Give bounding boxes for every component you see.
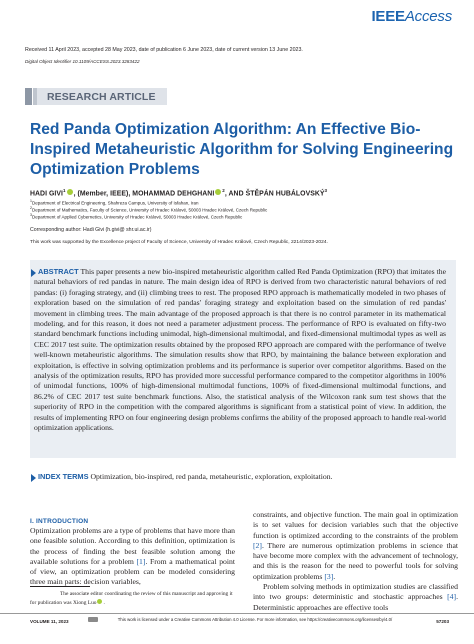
intro-text: .: [333, 571, 336, 581]
intro-text: constraints, and objective function. The main goal in optimization is to set values for decision variables such that the objective function is optimized according to the constraints of the problem: [253, 510, 458, 540]
abstract-heading: ABSTRACT: [38, 267, 79, 276]
index-terms-text: Optimization, bio-inspired, red panda, metaheuristic, exploration, exploitation.: [90, 472, 333, 481]
page-number: 57203: [436, 619, 449, 624]
intro-text: Problem solving methods in optimization studies are classified into two groups: deterministic and stochastic approaches: [253, 582, 458, 602]
intro-text: . From a mathematical point of view, an optimization problem can be modeled considering three main parts: decision variables,: [30, 556, 236, 587]
author-line: [30, 188, 327, 197]
affiliation-num: 2: [30, 206, 32, 210]
affiliation-num: 3: [30, 213, 32, 217]
intro-column-2: [253, 510, 458, 613]
ieee-access-logo: [371, 8, 452, 25]
banner-label: RESEARCH ARTICLE: [47, 91, 156, 103]
intro-text: . Deterministic approaches are effective tools: [253, 592, 458, 612]
abstract-text: This paper presents a new bio-inspired metaheuristic algorithm called Red Panda Optimization (RPO) that imitates the natural behaviors of red pandas in nature. The main design idea of RPO is derived from two characteristic natural behaviors of red pandas: (i) foraging strategy, and (ii) climbing trees to rest. The proposed RPO approach is mathematically modeled in two phases of exploration based on the simulation of red pandas' foraging strategy and exploitation based on the simulation of red pandas' movement in climbing trees. The main advantage of the proposed approach is that there is no control parameter in its mathematical modeling, and for this reason, it does not need a parameter adjustment process. The performance of RPO is evaluated on fifty-two standard benchmark functions including unimodal, high-dimensional multimodal, and fixed-dimensional multimodal types as well as CEC 2017 test suite. The optimization results obtained by the proposed RPO approach are compared with the performance of twelve well-known metaheuristic algorithms. The simulation results show that RPO, by maintaining the balance between exploration and exploitation, is effective in solving optimization problems and its performance is superior over competitor algorithms. Based on the analysis of the optimization results, RPO has provided more successful performance compared to the competitor algorithms in 100% of unimodal functions, 100% of high-dimensional multimodal functions, 100% of fixed-dimensional multimodal functions, and 86.2% of CEC 2017 test suite benchmark functions. Also, the statistical analysis of the Wilcoxon rank sum test shows that the superiority of RPO in the competition with the compared algorithms is significant from a statistical point of view. In addition, the results of implementing RPO on four engineering design problems confirms the ability of the proposed approach to handle real-world optimization applications.: [34, 267, 446, 433]
affiliation-num: 1: [30, 199, 32, 203]
volume-label: VOLUME 11, 2023: [30, 619, 69, 624]
author-3-sup: 3: [324, 188, 328, 193]
citation-link[interactable]: [1]: [136, 556, 146, 566]
intro-column-1: [30, 526, 235, 588]
index-terms: [34, 472, 446, 482]
author-3: ŠTĚPÁN HUBÁLOVSKÝ: [245, 190, 325, 198]
intro-text: Optimization problems are a type of problems that have more than one feasible solution. According to this definition, optimization is the process of finding the best feasible solution among the available solutions for a problem: [30, 526, 235, 566]
research-article-banner: [25, 88, 167, 105]
orcid-icon[interactable]: [97, 599, 102, 604]
logo-main: IEEE: [371, 8, 405, 25]
orcid-icon[interactable]: [215, 189, 221, 195]
author-2-note: , AND: [224, 190, 246, 198]
affiliation-2: [30, 206, 267, 213]
publication-dates: Received 11 April 2023, accepted 28 May 2023, date of publication 6 June 2023, date of current version 13 June 2023.: [25, 47, 303, 53]
footer-rule: [0, 613, 474, 614]
affiliation-3: [30, 213, 242, 220]
citation-link[interactable]: [2]: [253, 540, 262, 550]
orcid-icon[interactable]: [67, 189, 73, 195]
affiliation-text: Department of Mathematics, Faculty of Science, University of Hradec Králové, 50003 Hradec Králové, Czech Republic: [31, 207, 268, 213]
citation-link[interactable]: [4]: [447, 592, 457, 602]
affiliation-text: Department of Applied Cybernetics, University of Hradec Králové, 50003 Hradec Králové, Czech Republic: [31, 214, 243, 220]
index-terms-heading: INDEX TERMS: [38, 472, 89, 481]
footnote-text: The associate editor coordinating the review of this manuscript and approving it for publication was Xiong Luo: [30, 591, 233, 606]
abstract: [34, 267, 446, 434]
banner-tab-light: [33, 88, 37, 105]
footnote-rule: [30, 586, 90, 587]
author-2-sup: 2: [222, 188, 225, 193]
author-2: MOHAMMAD DEHGHANI: [132, 190, 215, 198]
banner-tab: [25, 88, 32, 105]
author-1-sup: 1: [63, 188, 66, 193]
citation-link[interactable]: [3]: [324, 571, 334, 581]
paper-title: Red Panda Optimization Algorithm: An Effective Bio-Inspired Metaheuristic Algorithm for Solving Engineering Optimization Problems: [30, 121, 454, 178]
doi-line: Digital Object Identifier 10.1109/ACCESS.2023.3283422: [25, 59, 140, 64]
affiliation-1: [30, 199, 199, 206]
author-1-note: , (Member, IEEE),: [73, 190, 133, 198]
logo-accent: Access: [404, 8, 452, 25]
cc-license-icon[interactable]: [88, 617, 98, 622]
funding-statement: This work was supported by the Excellence project of Faculty of Science, University of Hradec Králové, Czech Republic, 2214/2023-2024.: [30, 240, 328, 245]
corresponding-author: Corresponding author: Hadi Givi (h.givi@ shr.ui.ac.ir): [30, 227, 152, 233]
section-heading: I. INTRODUCTION: [30, 518, 89, 525]
footnote: The associate editor coordinating the review of this manuscript and approving it for publication was Xiong Luo .: [30, 591, 233, 606]
author-1: HADI GIVI: [30, 190, 63, 198]
affiliation-text: Department of Electrical Engineering, Shahreza Campus, University of Isfahan, Iran: [31, 200, 199, 206]
intro-text: . There are numerous optimization problems in science that have become more complex with the advancement of technology, and this is the reason for the need to powerful tools for solving optimization problems: [253, 540, 458, 581]
license-statement[interactable]: This work is licensed under a Creative Commons Attribution 4.0 License. For more information, see https://creativecommons.org/licenses/by/4.0/: [117, 617, 393, 622]
